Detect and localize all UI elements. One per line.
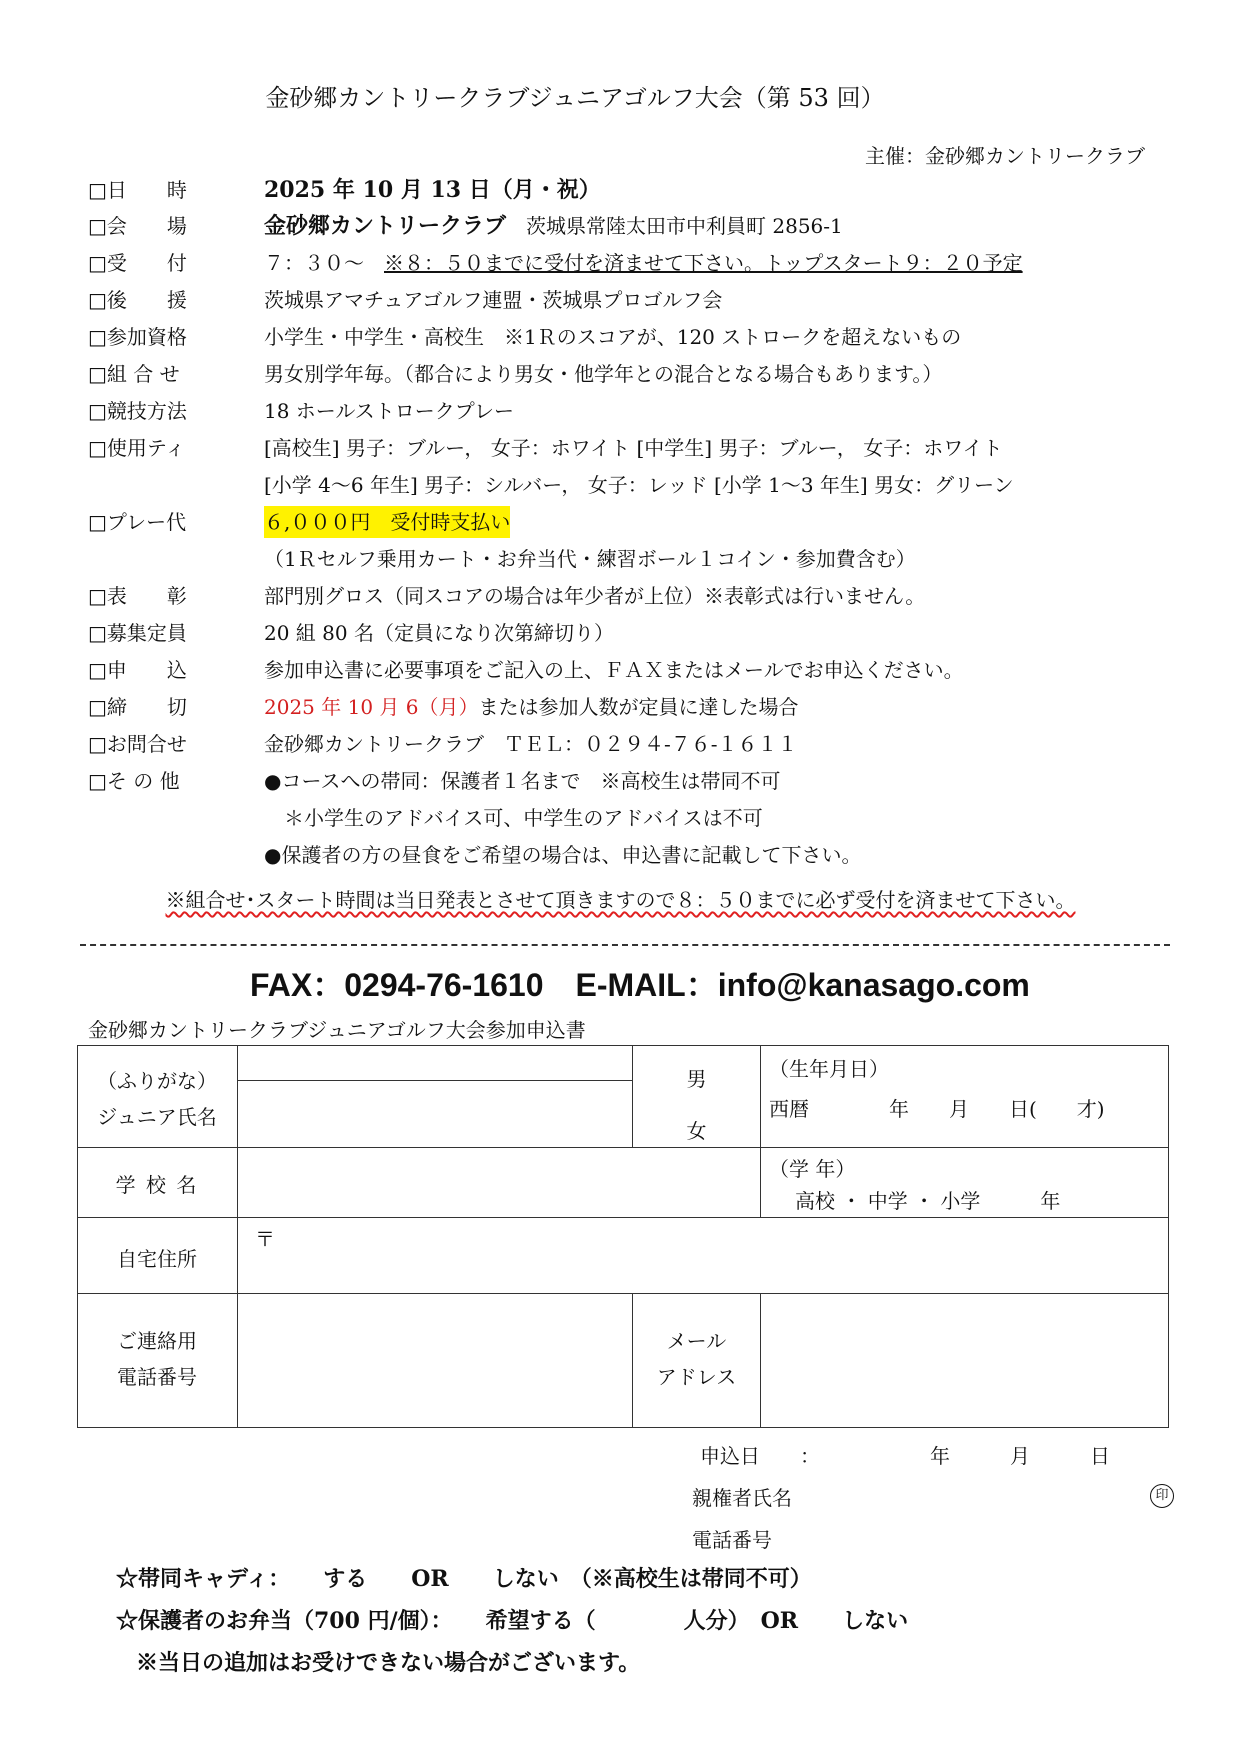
venue-name: 金砂郷カントリークラブ: [264, 213, 507, 239]
info-label: □表 彰: [88, 584, 187, 608]
form-title: 金砂郷カントリークラブジュニアゴルフ大会参加申込書: [88, 1018, 586, 1042]
deadline-rest: または参加人数が定員に達した場合: [478, 695, 799, 719]
fax-email-contact: FAX：0294-76-1610 E-MAIL：info@kanasago.com: [250, 967, 1030, 1003]
info-value: ●コースへの帯同：保護者１名まで ※高校生は帯同不可: [264, 769, 781, 793]
info-value: 小学生・中学生・高校生 ※1Ｒのスコアが、120 ストロークを超えないもの: [264, 325, 962, 349]
info-value: 2025 年 10 月 13 日（月・祝）: [264, 177, 601, 203]
home-address-input[interactable]: [238, 1218, 1167, 1292]
info-value: 金砂郷カントリークラブ ＴＥＬ：０２９４-７６-１６１１: [264, 732, 798, 756]
phone-label: ご連絡用: [117, 1329, 197, 1353]
guardian-phone-label: 電話番号: [692, 1528, 772, 1552]
info-value: 参加申込書に必要事項をご記入の上、ＦＡＸまたはメールでお申込ください。: [264, 658, 964, 682]
birthdate-label: （生年月日）: [769, 1057, 889, 1081]
form-col-line: [632, 1293, 633, 1427]
grade-field[interactable]: 高校 ・ 中学 ・ 小学 年: [795, 1189, 1061, 1213]
junior-name-input[interactable]: [238, 1082, 631, 1146]
info-value: [高校生] 男子：ブルー， 女子：ホワイト [中学生] 男子：ブルー， 女子：ホワイト: [264, 436, 1003, 460]
phone-input[interactable]: [238, 1294, 631, 1426]
info-value: （1Ｒセルフ乗用カート・お弁当代・練習ボール１コイン・参加費含む）: [264, 547, 916, 571]
info-label: □そ の 他: [88, 769, 180, 793]
phone-label-2: 電話番号: [117, 1365, 197, 1389]
info-value: [264, 691, 799, 723]
info-value: 18 ホールストロークプレー: [264, 399, 515, 423]
info-label: □プレー代: [88, 510, 187, 534]
birthdate-field[interactable]: 西暦 年 月 日( 才): [769, 1097, 1105, 1121]
reception-note: ※８：５０までに受付を済ませて下さい。トップスタート９：２０予定: [384, 251, 1023, 275]
school-name-input[interactable]: [238, 1148, 759, 1216]
home-address-label: 自宅住所: [117, 1247, 197, 1271]
furigana-label: （ふりがな）: [97, 1069, 217, 1093]
info-value: [264, 247, 1023, 279]
application-date[interactable]: 申込日 ： 年 月 日: [700, 1444, 1110, 1468]
grade-label: （学 年）: [769, 1157, 856, 1181]
seal-mark: [1150, 1484, 1174, 1508]
info-label: □日 時: [88, 178, 187, 202]
info-label: □後 援: [88, 288, 187, 312]
gender-male[interactable]: 男: [686, 1067, 707, 1091]
info-label: □競技方法: [88, 399, 187, 423]
info-label: □参加資格: [88, 325, 187, 349]
info-label: □締 切: [88, 695, 187, 719]
form-border-top: [77, 1045, 1168, 1046]
form-col-line: [760, 1045, 761, 1217]
info-label: □お問合せ: [88, 732, 187, 756]
deadline-date: 2025 年 10 月 6（月）: [264, 695, 479, 719]
info-value: [小学 4～6 年生] 男子：シルバー， 女子：レッド [小学 1～3 年生] 男女：グリーン: [264, 473, 1014, 497]
mail-input[interactable]: [761, 1294, 1167, 1426]
mail-label: メール: [666, 1329, 727, 1353]
info-label: □使用ティ: [88, 436, 186, 460]
form-border-right: [1168, 1045, 1169, 1427]
notice: [0, 884, 1241, 913]
info-value: 茨城県アマチュアゴルフ連盟・茨城県プロゴルフ会: [264, 288, 723, 312]
postal-mark: 〒: [255, 1227, 275, 1251]
application-form: [77, 1045, 1168, 1427]
page-title: 金砂郷カントリークラブジュニアゴルフ大会（第 53 回）: [265, 84, 885, 112]
mail-label-2: アドレス: [656, 1365, 737, 1389]
seal-icon: 印: [1150, 1484, 1174, 1508]
info-label: □組 合 せ: [88, 362, 180, 386]
info-value: [264, 210, 843, 242]
junior-name-label: ジュニア氏名: [97, 1105, 217, 1129]
caddie-option[interactable]: ☆帯同キャディ： する OR しない （※高校生は帯同不可）: [116, 1566, 812, 1592]
reception-time: ７：３０～: [264, 251, 364, 275]
lunch-option[interactable]: ☆保護者のお弁当（700 円/個）： 希望する（ 人分） OR しない: [116, 1608, 909, 1634]
info-value: 男女別学年毎。（都合により男女・他学年との混合となる場合もあります。）: [264, 362, 943, 386]
info-value: ●保護者の方の昼食をご希望の場合は、申込書に記載して下さい。: [264, 843, 862, 867]
info-label: □募集定員: [88, 621, 187, 645]
info-value: 部門別グロス（同スコアの場合は年少者が上位）※表彰式は行いません。: [264, 584, 926, 608]
lunch-note: ※当日の追加はお受けできない場合がございます。: [136, 1650, 641, 1676]
info-value: ＊小学生のアドバイス可、中学生のアドバイスは不可: [264, 806, 763, 830]
info-label: □申 込: [88, 658, 187, 682]
furigana-input[interactable]: [238, 1047, 631, 1079]
info-label: □会 場: [88, 214, 187, 238]
notice-text: ※組合せ･スタート時間は当日発表とさせて頂きますので８：５０までに必ず受付を済ませて下さい。: [165, 888, 1076, 912]
organizer: 主催：金砂郷カントリークラブ: [865, 144, 1145, 168]
guardian-name-label: 親権者氏名: [692, 1486, 792, 1510]
form-border-bottom: [77, 1427, 1169, 1428]
school-name-label: 学 校 名: [115, 1173, 199, 1197]
gender-female[interactable]: 女: [686, 1119, 707, 1143]
venue-address: 茨城県常陸太田市中利員町 2856-1: [526, 214, 843, 238]
fee-value: ６,０００円 受付時支払い: [264, 506, 510, 538]
cut-line: [80, 944, 1170, 946]
furigana-line: [237, 1080, 632, 1081]
info-value: 20 組 80 名（定員になり次第締切り）: [264, 621, 614, 645]
info-label: □受 付: [88, 251, 187, 275]
